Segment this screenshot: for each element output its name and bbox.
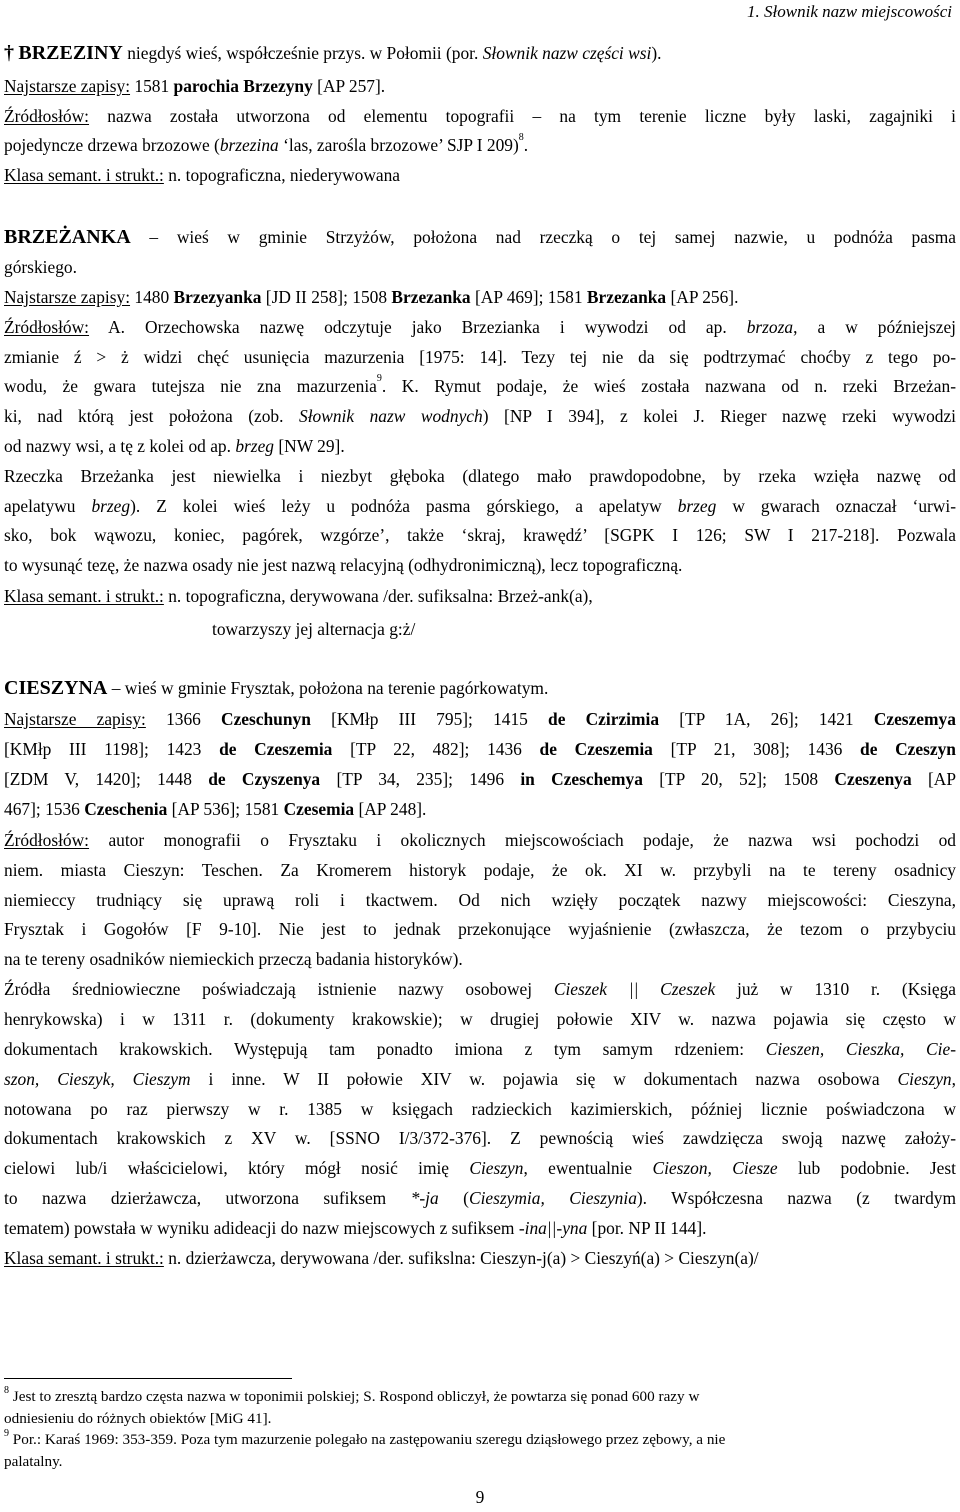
- entry-title: CIESZYNA: [4, 677, 108, 699]
- footnote-9: $^9$ Por.: Karaś 1969: 353-359. Poza tym mazurzenie polegało na zastępowaniu szeregu dziąsłowego przez zębowy, a nie: [4, 1428, 726, 1448]
- etymology-line: zmianie ź > ż widzi chęć usunięcia mazurzenia [1975: 14]. Tezy tej nie da się podtrzymać choćby z tego po-: [4, 347, 956, 367]
- section-label: Źródłosłów:: [4, 830, 90, 850]
- entry-title: BRZEŻANKA: [4, 226, 131, 248]
- section-label: Źródłosłów:: [4, 106, 90, 126]
- running-header: 1. Słownik nazw miejscowości: [747, 2, 952, 21]
- paragraph-line: to nazwa dzierżawcza, utworzona sufiksem *-ja (Cieszymia, Cieszynia). Współczesna nazwa (z twardym: [4, 1188, 957, 1208]
- etymology-line: Frysztak i Gogołów [F 9-10]. Nie jest to jednak przekonujące wyjaśnienie (zwłaszcza, że tezom o przybyciu: [4, 919, 956, 939]
- paragraph-line: to wysunąć tezę, że nazwa osady nie jest nazwą relacyjną (odhydronimiczną), lecz topograficzną.: [4, 555, 683, 575]
- paragraph-line: dokumentach krakowskich z XV w. [SSNO I/3/372-376]. Z pewnością wieś zawdzięcza swoją nazwę założy-: [4, 1128, 956, 1148]
- etymology-line: niemieccy trudniący się uprawą roli i tkactwem. Od nich wzięły początek nazwy miejscowości: Cieszyna,: [4, 890, 956, 910]
- paragraph-line: cielowi lub/i właścicielowi, który mógł nosić imię Cieszyn, ewentualnie Cieszon, Ciesze lub podobnie. Jest: [4, 1158, 956, 1178]
- etymology-line: wodu, że gwara tutejsza nie zna mazurzenia$^9$. K. Rymut podaje, że wieś została nazwana od n. rzeki Brzeżan-: [4, 373, 956, 396]
- attestations-line: [ZDM V, 1420]; 1448 de Czyszenya [TP 34, 235]; 1496 in Czeschemya [TP 20, 52]; 1508 Czeszenya [AP: [4, 769, 957, 789]
- attestations-line: Najstarsze zapisy: 1581 parochia Brzezyny [AP 257].: [4, 76, 386, 96]
- footnote-divider: [4, 1378, 292, 1379]
- paragraph-line: dokumentach krakowskich. Występują tam ponadto imiona z tym samym rdzeniem: Cieszen, Cieszka, Cie-: [4, 1039, 956, 1059]
- footnote-ref: 9: [376, 373, 382, 384]
- attestations-line: Najstarsze zapisy: 1366 Czeschunyn [KMłp III 795]; 1415 de Czirzimia [TP 1A, 26]; 1421 Czeszemya: [4, 709, 956, 729]
- etymology-line: Źródłosłów: autor monografii o Frysztaku i okolicznych miejscowościach podaje, że nazwa wsi pochodzi od: [4, 830, 956, 850]
- paragraph-line: szon, Cieszyk, Cieszym i inne. W II połowie XIV w. pojawia się w dokumentach nazwa osobowa Cieszyn,: [4, 1069, 956, 1089]
- classification-line: Klasa semant. i strukt.: n. dzierżawcza, derywowana /der. sufikslna: Cieszyn-j(a) > Cieszyń(a) > Cieszyn(a)/: [4, 1248, 759, 1268]
- etymology-line: na te tereny osadników niemieckich przeczą badania historyków).: [4, 949, 463, 969]
- etymology-line: od nazwy wsi, a tę z kolei od ap. brzeg [NW 29].: [4, 436, 345, 456]
- paragraph-line: Rzeczka Brzeżanka jest niewielka i niezbyt głęboka (dlatego mało prawdopodobne, by rzeka wzięła nazwę od: [4, 466, 956, 486]
- etymology-line: Źródłosłów: nazwa została utworzona od elementu topografii – na tym terenie liczne były laski, zagajniki i: [4, 106, 956, 126]
- paragraph-line: apelatywu brzeg). Z kolei wieś leży u podnóża pasma górskiego, a apelatyw brzeg w gwarach oznaczał ‘urwi-: [4, 496, 956, 516]
- footnote-line: palatalny.: [4, 1453, 63, 1470]
- section-label: Klasa semant. i strukt.:: [4, 1248, 164, 1268]
- footnote-line: odniesieniu do różnych obiektów [MiG 41].: [4, 1410, 272, 1427]
- section-label: Źródłosłów:: [4, 317, 90, 337]
- entry-title: BRZEZINY: [18, 42, 123, 64]
- paragraph-line: tematem) powstała w wyniku adideacji do nazw miejscowych z sufiksem -ina||-yna [por. NP II 144].: [4, 1218, 707, 1238]
- section-label: Najstarsze zapisy:: [4, 709, 146, 729]
- dagger-mark: †: [4, 42, 14, 64]
- attestations-line: 467]; 1536 Czeschenia [AP 536]; 1581 Czesemia [AP 248].: [4, 799, 427, 819]
- footnote-8: $^8$ Jest to zresztą bardzo częsta nazwa w toponimii polskiej; S. Rospond obliczył, że powtarza się ponad 600 razy w: [4, 1385, 700, 1405]
- section-label: Klasa semant. i strukt.:: [4, 586, 164, 606]
- section-label: Najstarsze zapisy:: [4, 287, 131, 307]
- entry-line: górskiego.: [4, 257, 77, 277]
- paragraph-line: notowana po raz pierwszy w r. 1385 w księgach radzieckich kazimierskich, później licznie poświadczona w: [4, 1099, 956, 1119]
- entry-brzeziny-headline: † BRZEZINY niegdyś wieś, współcześnie przys. w Połomii (por. Słownik nazw części wsi).: [4, 42, 662, 64]
- etymology-line: niem. miasta Cieszyn: Teschen. Za Kromerem historyk podaje, że ok. XI w. przybyli na te tereny osadnicy: [4, 860, 956, 880]
- etymology-line: ki, nad którą jest położona (zob. Słownik nazw wodnych) [NP I 394], z kolei J. Rieger nazwę rzeki wywodzi: [4, 406, 957, 426]
- classification-line: Klasa semant. i strukt.: n. topograficzna, niederywowana: [4, 165, 401, 185]
- page-number: 9: [475, 1487, 485, 1507]
- section-label: Najstarsze zapisy:: [4, 76, 131, 96]
- section-label: Klasa semant. i strukt.:: [4, 165, 164, 185]
- attestations-line: [KMłp III 1198]; 1423 de Czeszemia [TP 22, 482]; 1436 de Czeszemia [TP 21, 308]; 1436 de Czeszyn: [4, 739, 956, 759]
- footnote-number: 9: [4, 1428, 9, 1439]
- paragraph-line: henrykowska) i w 1311 r. (dokumenty krakowskie); w drugiej połowie XIV w. nazwa pojawia się często w: [4, 1009, 956, 1029]
- paragraph-line: sko, bok wąwozu, koniec, pagórek, wzgórze’, także ‘skraj, krawędź’ [SGPK I 126; SW I 217-218]. Pozwala: [4, 525, 956, 545]
- footnote-ref: 8: [518, 132, 524, 143]
- classification-line: towarzyszy jej alternacja g:ż/: [212, 619, 416, 639]
- paragraph-line: Źródła średniowieczne poświadczają istnienie nazwy osobowej Cieszek || Czeszek już w 1310 r. (Księga: [4, 979, 956, 999]
- etymology-line: Źródłosłów: A. Orzechowska nazwę odczytuje jako Brzezianka i wywodzi od ap. brzoza, a w późniejszej: [4, 317, 956, 337]
- entry-brzezanka-headline: BRZEŻANKA – wieś w gminie Strzyżów, położona nad rzeczką o tej samej nazwie, u podnóża pasma: [4, 226, 956, 248]
- attestations-line: Najstarsze zapisy: 1480 Brzezyanka [JD II 258]; 1508 Brzezanka [AP 469]; 1581 Brzezanka [AP 256].: [4, 287, 739, 307]
- footnote-number: 8: [4, 1385, 9, 1396]
- classification-line: Klasa semant. i strukt.: n. topograficzna, derywowana /der. sufiksalna: Brzeż-ank(a),: [4, 586, 593, 606]
- etymology-line: pojedyncze drzewa brzozowe (brzezina ‘las, zarośla brzozowe’ SJP I 209)$^8$.: [4, 132, 529, 155]
- entry-cieszyna-headline: CIESZYNA – wieś w gminie Frysztak, położona na terenie pagórkowatym.: [4, 677, 549, 699]
